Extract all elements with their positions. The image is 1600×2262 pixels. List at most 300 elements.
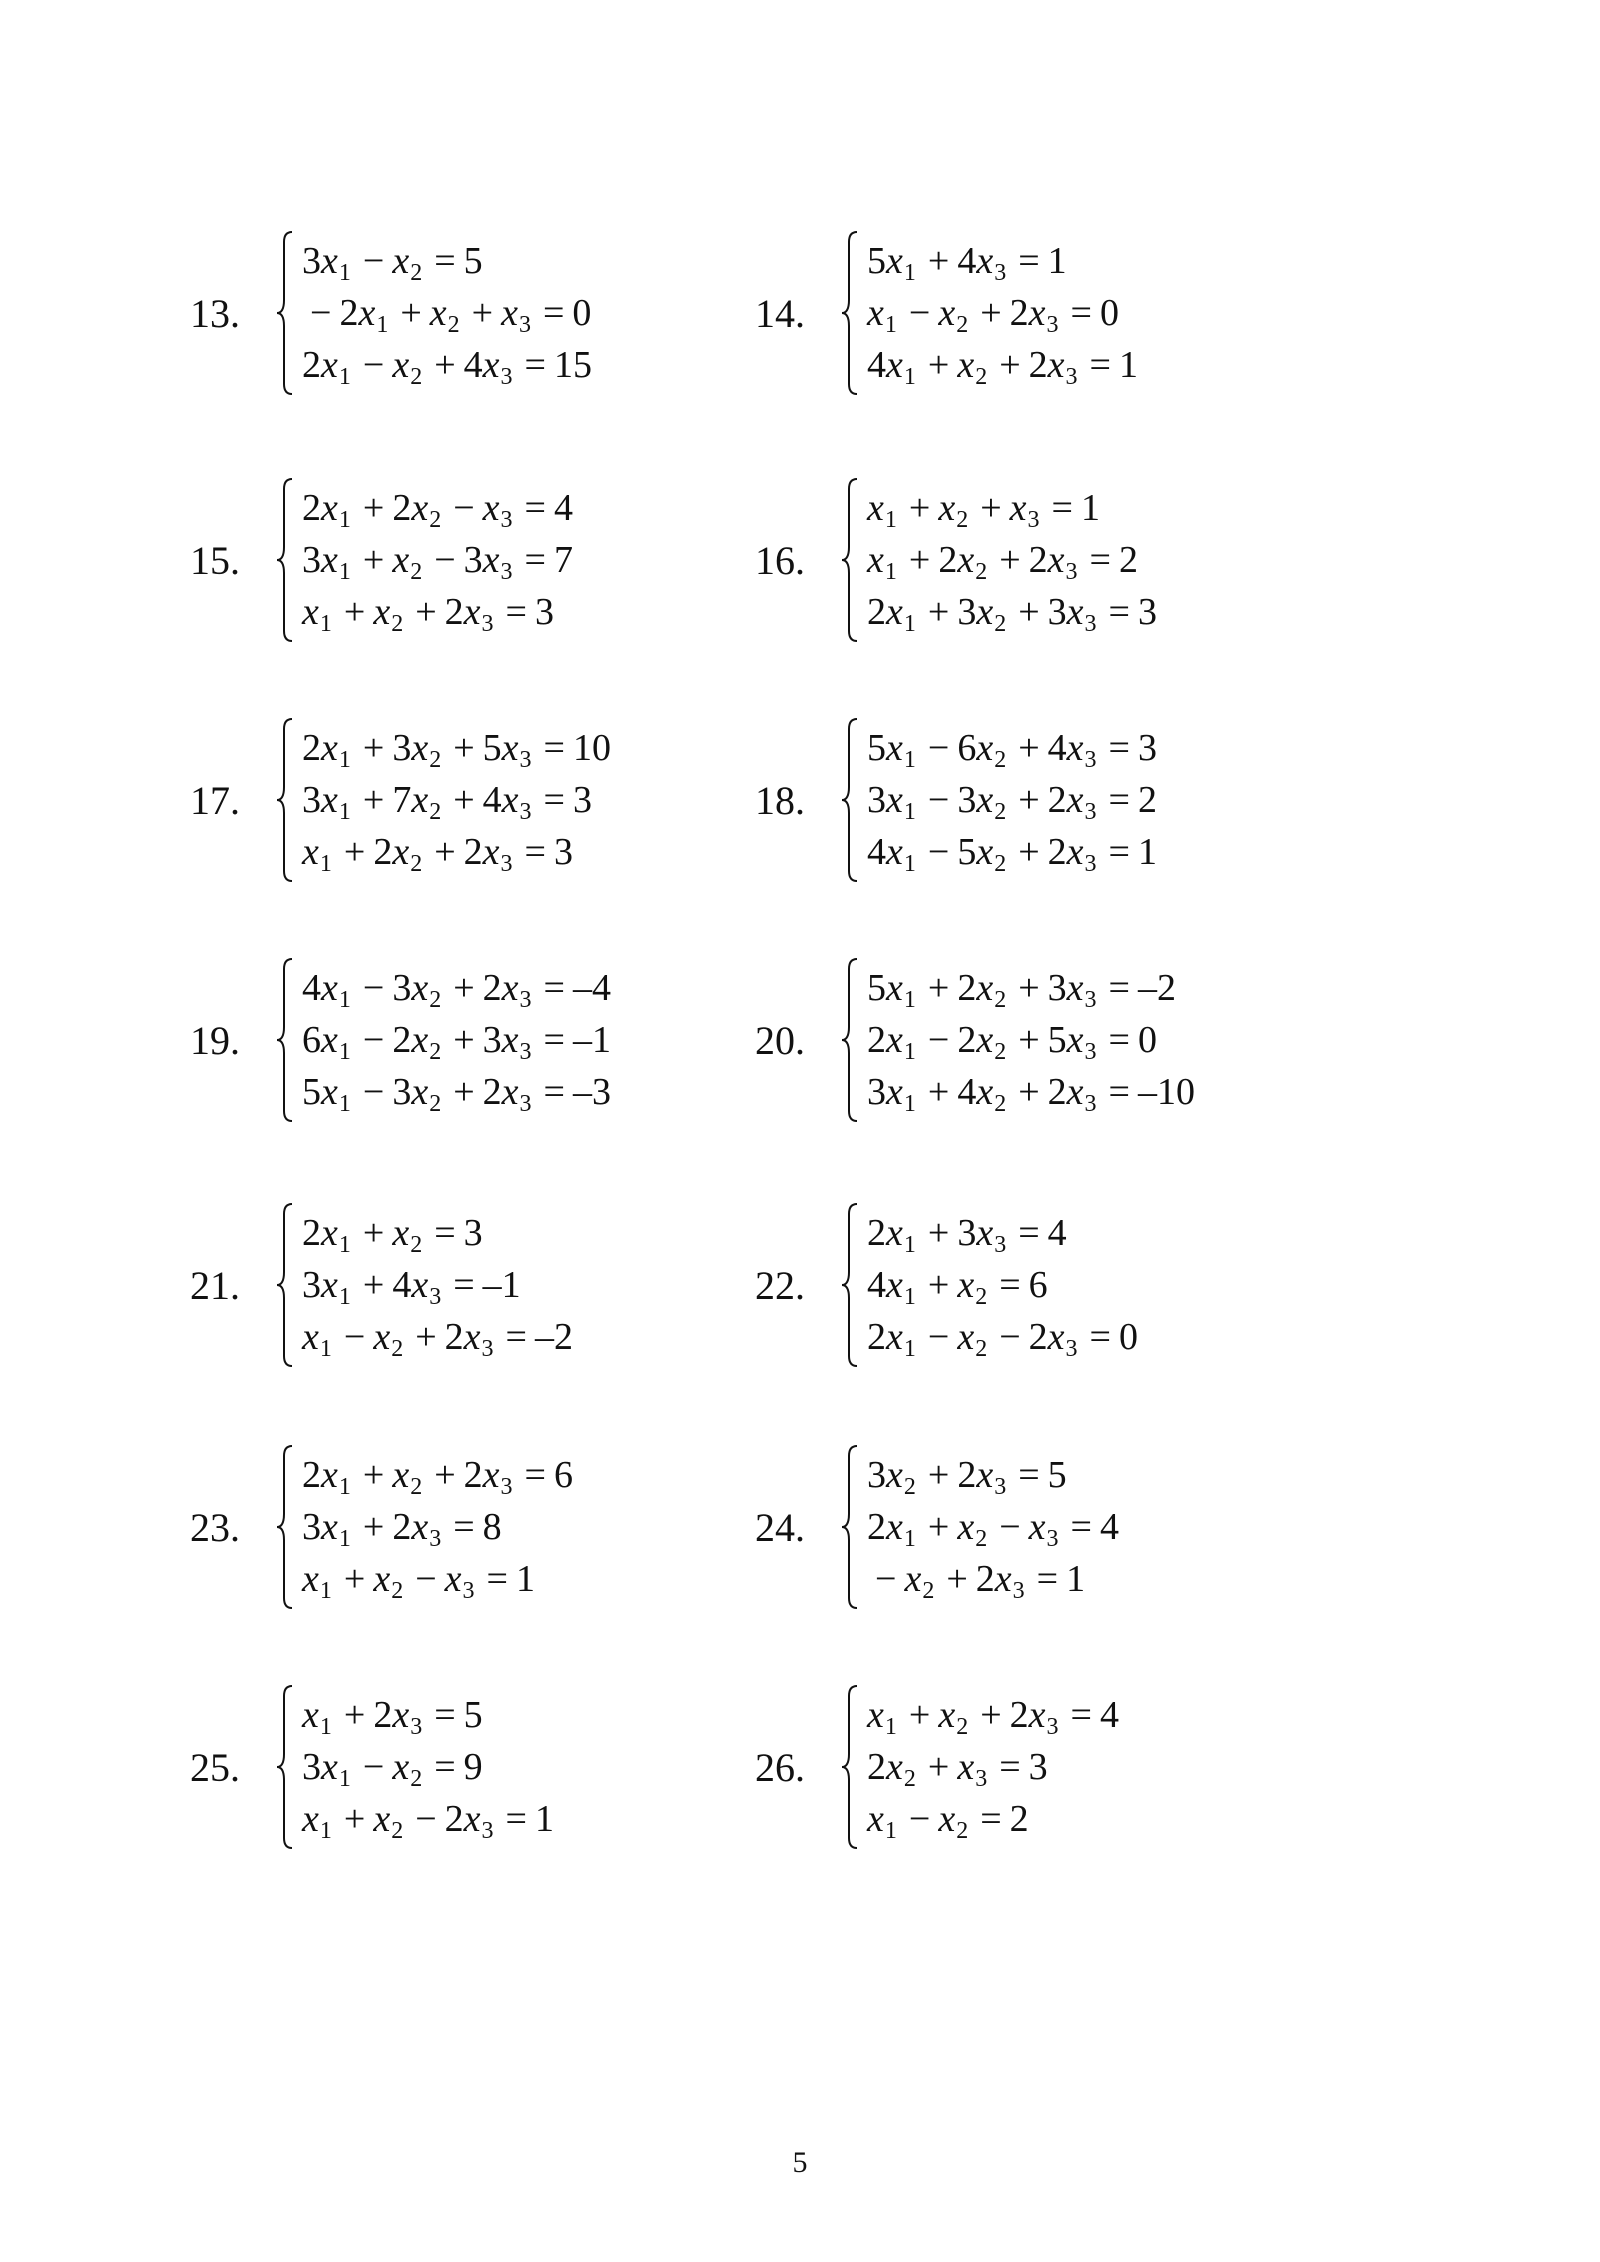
subscript: 2 <box>429 747 442 773</box>
number: 3 <box>1047 591 1067 633</box>
variable: x <box>411 487 429 529</box>
operator: = <box>1089 344 1111 386</box>
operator: = <box>505 1798 527 1840</box>
variable: x <box>867 539 884 581</box>
number: 4 <box>553 487 573 529</box>
number: 5 <box>957 831 977 873</box>
operator: = <box>1018 240 1040 282</box>
number: 6 <box>957 727 977 769</box>
number: 3 <box>1137 727 1157 769</box>
problem-number: 15. <box>190 537 240 583</box>
subscript: 2 <box>994 851 1007 877</box>
number: –2 <box>534 1316 573 1358</box>
operator: + <box>453 1071 475 1113</box>
variable: x <box>976 1454 994 1496</box>
variable: x <box>463 1798 481 1840</box>
operator: + <box>927 1454 950 1496</box>
variable: x <box>867 1694 884 1736</box>
problem-23 <box>190 1442 573 1612</box>
subscript: 3 <box>1084 747 1097 773</box>
variable: x <box>373 1316 391 1358</box>
variable: x <box>976 1019 994 1061</box>
operator: + <box>980 1694 1002 1736</box>
brace-icon <box>839 1200 861 1370</box>
variable: x <box>957 344 975 386</box>
subscript: 1 <box>903 1232 916 1258</box>
number: 2 <box>867 1746 886 1788</box>
equation <box>867 1796 1119 1842</box>
variable: x <box>976 1212 994 1254</box>
subscript: 1 <box>338 559 351 585</box>
brace-icon <box>839 475 861 645</box>
operator: = <box>1018 1454 1040 1496</box>
variable: x <box>938 1694 956 1736</box>
equation-system <box>867 965 1195 1115</box>
subscript: 3 <box>994 260 1007 286</box>
subscript: 3 <box>1027 507 1040 533</box>
subscript: 2 <box>429 507 442 533</box>
number: 5 <box>867 727 886 769</box>
operator: = <box>1108 779 1130 821</box>
variable: x <box>976 831 994 873</box>
operator: − <box>927 727 950 769</box>
operator: = <box>1036 1558 1059 1600</box>
subscript: 3 <box>519 1039 532 1065</box>
equation <box>302 725 611 771</box>
equation-system <box>867 1210 1138 1360</box>
subscript: 3 <box>519 747 532 773</box>
variable: x <box>1009 487 1027 529</box>
subscript: 2 <box>429 1039 442 1065</box>
operator: + <box>362 539 385 581</box>
subscript: 3 <box>519 987 532 1013</box>
equation-system <box>302 1452 573 1602</box>
operator: = <box>1089 539 1111 581</box>
operator: + <box>343 1558 366 1600</box>
brace-icon <box>839 228 861 398</box>
number: 6 <box>302 1019 321 1061</box>
variable: x <box>392 539 410 581</box>
number: –2 <box>1137 967 1176 1009</box>
equation <box>302 1744 554 1790</box>
problem-21 <box>190 1200 573 1370</box>
subscript: 3 <box>500 559 513 585</box>
subscript: 1 <box>338 260 351 286</box>
number: 7 <box>553 539 573 581</box>
operator: + <box>927 1071 950 1113</box>
equation <box>867 1262 1138 1308</box>
number: 3 <box>302 1264 321 1306</box>
equation <box>867 485 1157 531</box>
equation <box>302 485 573 531</box>
subscript: 3 <box>1012 1578 1025 1604</box>
variable: x <box>444 1558 462 1600</box>
subscript: 2 <box>994 987 1007 1013</box>
brace-icon <box>274 955 296 1125</box>
operator: + <box>980 487 1002 529</box>
equation <box>302 290 592 336</box>
variable: x <box>392 344 410 386</box>
equation <box>302 1262 573 1308</box>
number: 2 <box>392 1506 412 1548</box>
operator: − <box>908 292 931 334</box>
subscript: 2 <box>410 260 423 286</box>
variable: x <box>321 240 338 282</box>
variable: x <box>1066 1071 1084 1113</box>
subscript: 2 <box>994 611 1007 637</box>
operator: + <box>1018 727 1040 769</box>
variable: x <box>957 1506 975 1548</box>
brace-icon <box>274 715 296 885</box>
variable: x <box>501 1071 519 1113</box>
equation <box>867 1556 1119 1602</box>
number: 0 <box>572 292 592 334</box>
variable: x <box>392 1746 410 1788</box>
variable: x <box>411 1019 429 1061</box>
operator: + <box>1018 1019 1040 1061</box>
subscript: 3 <box>500 507 513 533</box>
operator: − <box>927 779 950 821</box>
variable: x <box>867 487 884 529</box>
variable: x <box>321 1506 338 1548</box>
number: 3 <box>392 1071 412 1113</box>
number: 2 <box>1009 1798 1029 1840</box>
number: 3 <box>482 1019 502 1061</box>
operator: + <box>927 240 950 282</box>
operator: = <box>1108 831 1130 873</box>
subscript: 2 <box>410 1474 423 1500</box>
operator: − <box>875 1558 897 1600</box>
operator: = <box>542 292 565 334</box>
operator: − <box>310 292 332 334</box>
operator: + <box>980 292 1002 334</box>
equation <box>867 589 1157 635</box>
operator: = <box>524 831 546 873</box>
operator: − <box>434 539 456 581</box>
equation <box>867 725 1157 771</box>
number: 3 <box>957 1212 977 1254</box>
number: 2 <box>867 1212 886 1254</box>
subscript: 3 <box>519 799 532 825</box>
variable: x <box>1047 1316 1065 1358</box>
number: 2 <box>957 967 977 1009</box>
number: –1 <box>482 1264 521 1306</box>
subscript: 2 <box>391 1578 404 1604</box>
subscript: 3 <box>500 364 513 390</box>
operator: + <box>362 1454 385 1496</box>
subscript: 3 <box>1084 799 1097 825</box>
subscript: 1 <box>319 1578 332 1604</box>
equation <box>302 537 573 583</box>
variable: x <box>411 967 429 1009</box>
number: 10 <box>572 727 611 769</box>
operator: + <box>927 1746 950 1788</box>
operator: + <box>471 292 494 334</box>
variable: x <box>976 240 994 282</box>
variable: x <box>321 539 338 581</box>
variable: x <box>886 831 903 873</box>
number: 2 <box>444 591 464 633</box>
subscript: 1 <box>903 1336 916 1362</box>
operator: + <box>453 967 475 1009</box>
number: 3 <box>302 539 321 581</box>
variable: x <box>482 487 500 529</box>
variable: x <box>976 779 994 821</box>
number: 2 <box>1047 1071 1067 1113</box>
problem-number: 23. <box>190 1504 240 1550</box>
problem-15 <box>190 475 573 645</box>
operator: − <box>453 487 475 529</box>
variable: x <box>1066 727 1084 769</box>
variable: x <box>886 240 903 282</box>
brace-icon <box>839 1682 861 1852</box>
operator: = <box>524 539 546 581</box>
subscript: 3 <box>1046 1526 1059 1552</box>
subscript: 2 <box>410 851 423 877</box>
problem-number: 14. <box>755 290 805 336</box>
operator: = <box>505 1316 527 1358</box>
subscript: 1 <box>884 312 897 338</box>
number: 2 <box>302 344 321 386</box>
equation <box>867 1017 1195 1063</box>
variable: x <box>463 591 481 633</box>
operator: + <box>908 1694 931 1736</box>
number: 2 <box>482 967 502 1009</box>
variable: x <box>1047 344 1065 386</box>
operator: + <box>415 591 437 633</box>
number: 4 <box>392 1264 412 1306</box>
number: 0 <box>1099 292 1119 334</box>
number: 1 <box>1137 831 1157 873</box>
number: 3 <box>1137 591 1157 633</box>
variable: x <box>976 967 994 1009</box>
subscript: 3 <box>1046 1714 1059 1740</box>
subscript: 1 <box>338 1766 351 1792</box>
number: 5 <box>1047 1454 1067 1496</box>
brace-icon <box>839 1442 861 1612</box>
variable: x <box>321 487 338 529</box>
number: 3 <box>867 779 886 821</box>
variable: x <box>482 539 500 581</box>
operator: + <box>927 1212 950 1254</box>
number: 2 <box>1009 1694 1029 1736</box>
operator: = <box>1108 967 1130 1009</box>
subscript: 2 <box>975 559 988 585</box>
subscript: 1 <box>338 1232 351 1258</box>
operator: = <box>434 1694 456 1736</box>
subscript: 1 <box>319 851 332 877</box>
equation-system <box>867 1692 1119 1842</box>
variable: x <box>373 1558 391 1600</box>
number: 2 <box>938 539 958 581</box>
number: 3 <box>572 779 592 821</box>
subscript: 2 <box>975 1336 988 1362</box>
subscript: 2 <box>391 1818 404 1844</box>
equation <box>867 290 1138 336</box>
equation <box>302 1504 573 1550</box>
variable: x <box>1066 591 1084 633</box>
variable: x <box>957 1746 975 1788</box>
problem-26 <box>755 1682 1119 1852</box>
number: 1 <box>515 1558 535 1600</box>
subscript: 3 <box>500 1474 513 1500</box>
number: 2 <box>482 1071 502 1113</box>
operator: = <box>1108 1019 1130 1061</box>
problem-number: 17. <box>190 777 240 823</box>
number: 3 <box>392 967 412 1009</box>
operator: − <box>415 1558 437 1600</box>
variable: x <box>302 1798 319 1840</box>
variable: x <box>994 1558 1012 1600</box>
subscript: 2 <box>956 1818 969 1844</box>
equation <box>867 537 1157 583</box>
equation <box>302 589 573 635</box>
variable: x <box>411 779 429 821</box>
operator: − <box>362 240 385 282</box>
subscript: 2 <box>975 1526 988 1552</box>
number: 5 <box>463 240 483 282</box>
operator: = <box>543 1019 565 1061</box>
number: 2 <box>867 591 886 633</box>
subscript: 3 <box>994 1232 1007 1258</box>
subscript: 1 <box>884 1818 897 1844</box>
operator: = <box>524 1454 546 1496</box>
number: 2 <box>302 727 321 769</box>
variable: x <box>938 1798 956 1840</box>
variable: x <box>1047 539 1065 581</box>
number: 4 <box>867 1264 886 1306</box>
number: 3 <box>302 1506 321 1548</box>
variable: x <box>886 1746 903 1788</box>
number: 2 <box>1028 539 1048 581</box>
subscript: 2 <box>410 1766 423 1792</box>
subscript: 1 <box>903 1284 916 1310</box>
operator: + <box>1018 779 1040 821</box>
variable: x <box>886 1454 903 1496</box>
operator: = <box>543 727 565 769</box>
operator: + <box>434 831 456 873</box>
subscript: 3 <box>429 1526 442 1552</box>
subscript: 3 <box>481 1818 494 1844</box>
number: 3 <box>463 1212 483 1254</box>
problem-20 <box>755 955 1195 1125</box>
subscript: 2 <box>410 364 423 390</box>
subscript: 2 <box>994 747 1007 773</box>
number: 4 <box>1099 1694 1119 1736</box>
number: 3 <box>302 1746 321 1788</box>
equation-system <box>302 965 611 1115</box>
number: 3 <box>867 1454 886 1496</box>
operator: = <box>1070 1506 1092 1548</box>
variable: x <box>373 1798 391 1840</box>
subscript: 3 <box>1084 1039 1097 1065</box>
number: 0 <box>1118 1316 1138 1358</box>
subscript: 1 <box>319 1818 332 1844</box>
problem-13 <box>190 228 592 398</box>
subscript: 2 <box>994 1091 1007 1117</box>
subscript: 1 <box>338 1474 351 1500</box>
number: 5 <box>482 727 502 769</box>
variable: x <box>886 344 903 386</box>
number: 5 <box>302 1071 321 1113</box>
problem-number: 26. <box>755 1744 805 1790</box>
variable: x <box>501 779 519 821</box>
operator: + <box>1018 831 1040 873</box>
number: 1 <box>1118 344 1138 386</box>
operator: = <box>999 1264 1021 1306</box>
operator: + <box>343 1798 366 1840</box>
operator: + <box>362 487 385 529</box>
subscript: 2 <box>956 312 969 338</box>
variable: x <box>886 1071 903 1113</box>
number: 2 <box>463 1454 483 1496</box>
equation <box>867 342 1138 388</box>
subscript: 2 <box>447 312 460 338</box>
number: 4 <box>1099 1506 1119 1548</box>
variable: x <box>392 240 410 282</box>
subscript: 1 <box>319 611 332 637</box>
operator: = <box>543 967 565 1009</box>
variable: x <box>463 1316 481 1358</box>
number: 2 <box>373 831 393 873</box>
operator: = <box>980 1798 1002 1840</box>
number: 1 <box>534 1798 554 1840</box>
subscript: 2 <box>922 1578 935 1604</box>
problem-18 <box>755 715 1157 885</box>
operator: = <box>524 344 546 386</box>
number: 2 <box>302 487 321 529</box>
operator: + <box>453 727 475 769</box>
problem-number: 16. <box>755 537 805 583</box>
variable: x <box>501 967 519 1009</box>
variable: x <box>886 1506 903 1548</box>
variable: x <box>321 1071 338 1113</box>
operator: + <box>400 292 422 334</box>
problem-number: 25. <box>190 1744 240 1790</box>
operator: + <box>946 1558 968 1600</box>
subscript: 3 <box>410 1714 423 1740</box>
equation <box>867 1210 1138 1256</box>
operator: = <box>453 1506 475 1548</box>
number: 5 <box>867 240 886 282</box>
variable: x <box>321 344 338 386</box>
operator: = <box>1070 1694 1092 1736</box>
operator: = <box>1108 591 1130 633</box>
variable: x <box>392 831 410 873</box>
variable: x <box>501 1019 519 1061</box>
variable: x <box>957 1264 975 1306</box>
variable: x <box>886 1316 903 1358</box>
variable: x <box>411 1506 429 1548</box>
number: 2 <box>302 1454 321 1496</box>
number: 2 <box>867 1506 886 1548</box>
operator: + <box>434 1454 456 1496</box>
subscript: 3 <box>1065 1336 1078 1362</box>
number: 2 <box>302 1212 321 1254</box>
subscript: 2 <box>429 1091 442 1117</box>
subscript: 3 <box>1065 559 1078 585</box>
number: 4 <box>867 344 886 386</box>
variable: x <box>482 831 500 873</box>
brace-icon <box>274 1682 296 1852</box>
operator: + <box>927 1264 950 1306</box>
number: –1 <box>572 1019 611 1061</box>
number: 3 <box>534 591 554 633</box>
operator: − <box>343 1316 366 1358</box>
operator: + <box>927 967 950 1009</box>
variable: x <box>1028 292 1046 334</box>
equation <box>867 829 1157 875</box>
